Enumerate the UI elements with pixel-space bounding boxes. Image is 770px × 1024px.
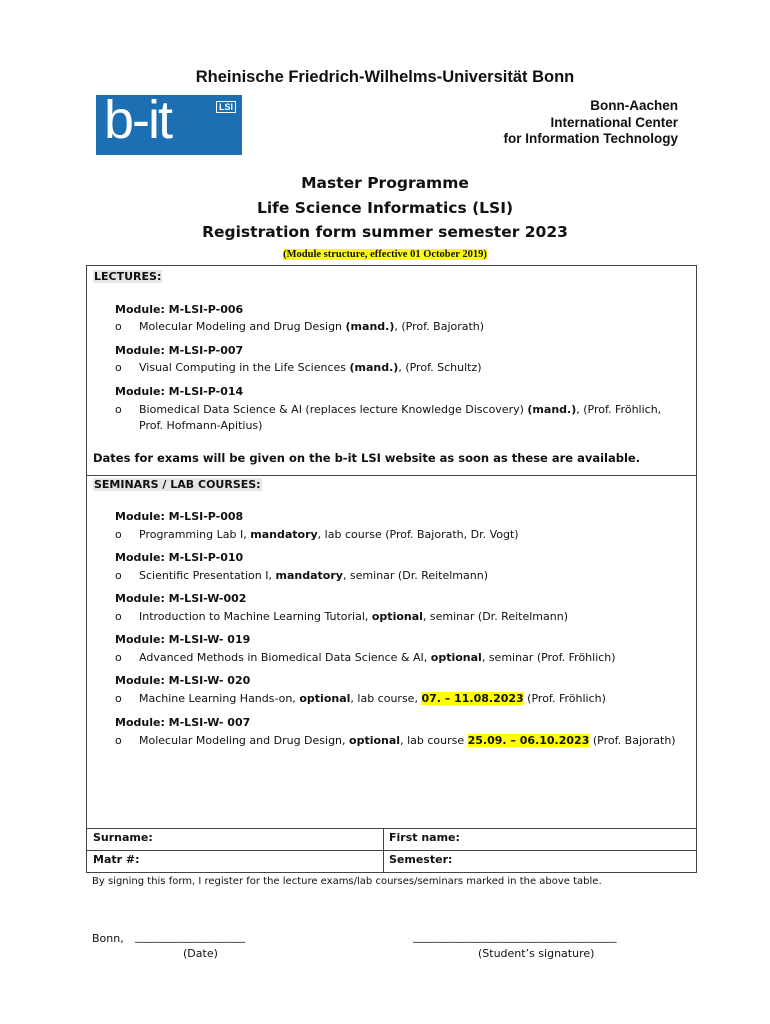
bullet-icon: o — [115, 361, 122, 374]
module-code: Module: M-LSI-W-002 — [115, 592, 247, 605]
bullet-icon: o — [115, 692, 122, 705]
center-line-3: for Information Technology — [503, 131, 678, 146]
bullet-icon: o — [115, 651, 122, 664]
bullet-icon: o — [115, 610, 122, 623]
center-line-1: Bonn-Aachen — [590, 98, 678, 113]
semester-field[interactable]: Semester: — [389, 853, 453, 866]
module-code: Module: M-LSI-P-007 — [115, 344, 244, 357]
fields-column-divider — [383, 828, 384, 873]
fields-divider — [87, 850, 696, 851]
module-code: Module: M-LSI-W- 019 — [115, 633, 251, 646]
matr-field[interactable]: Matr #: — [93, 853, 140, 866]
signature-line[interactable]: _____________________________________ — [413, 930, 617, 943]
bullet-icon: o — [115, 528, 122, 541]
section-divider — [87, 475, 696, 476]
module-code: Module: M-LSI-P-006 — [115, 303, 244, 316]
logo-text: b-it — [104, 95, 172, 150]
center-line-2: International Center — [550, 114, 678, 130]
module-code: Module: M-LSI-W- 020 — [115, 674, 251, 687]
b-it-logo — [96, 95, 242, 155]
date-line[interactable]: ____________________ — [135, 930, 245, 943]
module-item[interactable]: o Molecular Modeling and Drug Design, optional, lab course 25.09. – 06.10.2023 (Prof. Bajorath) — [115, 734, 676, 747]
registration-table — [86, 265, 697, 873]
seminars-heading: SEMINARS / LAB COURSES: — [94, 478, 261, 491]
module-item[interactable]: o Machine Learning Hands-on, optional, lab course, 07. – 11.08.2023 (Prof. Fröhlich) — [115, 692, 606, 705]
bullet-icon: o — [115, 734, 122, 747]
module-item[interactable]: o Biomedical Data Science & AI (replaces lecture Knowledge Discovery) (mand.), (Prof. Fröhlich, Prof. Hofmann-Apitius) — [115, 403, 662, 432]
module-item[interactable]: o Molecular Modeling and Drug Design (mand.), (Prof. Bajorath) — [115, 320, 485, 333]
module-item[interactable]: o Visual Computing in the Life Sciences (mand.), (Prof. Schultz) — [115, 361, 482, 374]
signature-label: (Student’s signature) — [478, 947, 595, 960]
fields-divider — [87, 828, 696, 829]
module-structure-note: (Module structure, effective 01 October 2019) — [283, 249, 487, 260]
exam-dates-note: Dates for exams will be given on the b-it LSI website as soon as these are available. — [93, 451, 641, 465]
module-code: Module: M-LSI-P-010 — [115, 551, 244, 564]
module-item[interactable]: o Advanced Methods in Biomedical Data Science & AI, optional, seminar (Prof. Fröhlich) — [115, 651, 616, 664]
city-label: Bonn, — [92, 932, 124, 945]
bullet-icon: o — [115, 569, 122, 582]
registration-statement: By signing this form, I register for the lecture exams/lab courses/seminars marked in the above table. — [92, 876, 602, 887]
date-label: (Date) — [183, 947, 218, 960]
module-item[interactable]: o Introduction to Machine Learning Tutorial, optional, seminar (Dr. Reitelmann) — [115, 610, 568, 623]
bullet-icon: o — [115, 403, 122, 416]
center-name — [504, 98, 679, 148]
surname-field[interactable]: Surname: — [93, 831, 153, 844]
module-item[interactable]: o Scientific Presentation I, mandatory, seminar (Dr. Reitelmann) — [115, 569, 488, 582]
programme-title: Master Programme — [301, 174, 469, 192]
module-code: Module: M-LSI-W- 007 — [115, 716, 251, 729]
logo-tag: LSI — [216, 101, 236, 113]
course-date-badge: 07. – 11.08.2023 — [421, 692, 524, 705]
first-name-field[interactable]: First name: — [389, 831, 460, 844]
form-title: Registration form summer semester 2023 — [202, 223, 568, 241]
module-item[interactable]: o Programming Lab I, mandatory, lab course (Prof. Bajorath, Dr. Vogt) — [115, 528, 519, 541]
bullet-icon: o — [115, 320, 122, 333]
module-item-continuation: Prof. Hofmann-Apitius) — [139, 419, 263, 432]
university-title: Rheinische Friedrich-Wilhelms-Universität Bonn — [195, 68, 575, 86]
course-date-badge: 25.09. – 06.10.2023 — [467, 734, 590, 747]
lectures-heading: LECTURES: — [94, 270, 162, 283]
programme-name: Life Science Informatics (LSI) — [256, 199, 514, 217]
module-code: Module: M-LSI-P-014 — [115, 385, 244, 398]
module-code: Module: M-LSI-P-008 — [115, 510, 244, 523]
